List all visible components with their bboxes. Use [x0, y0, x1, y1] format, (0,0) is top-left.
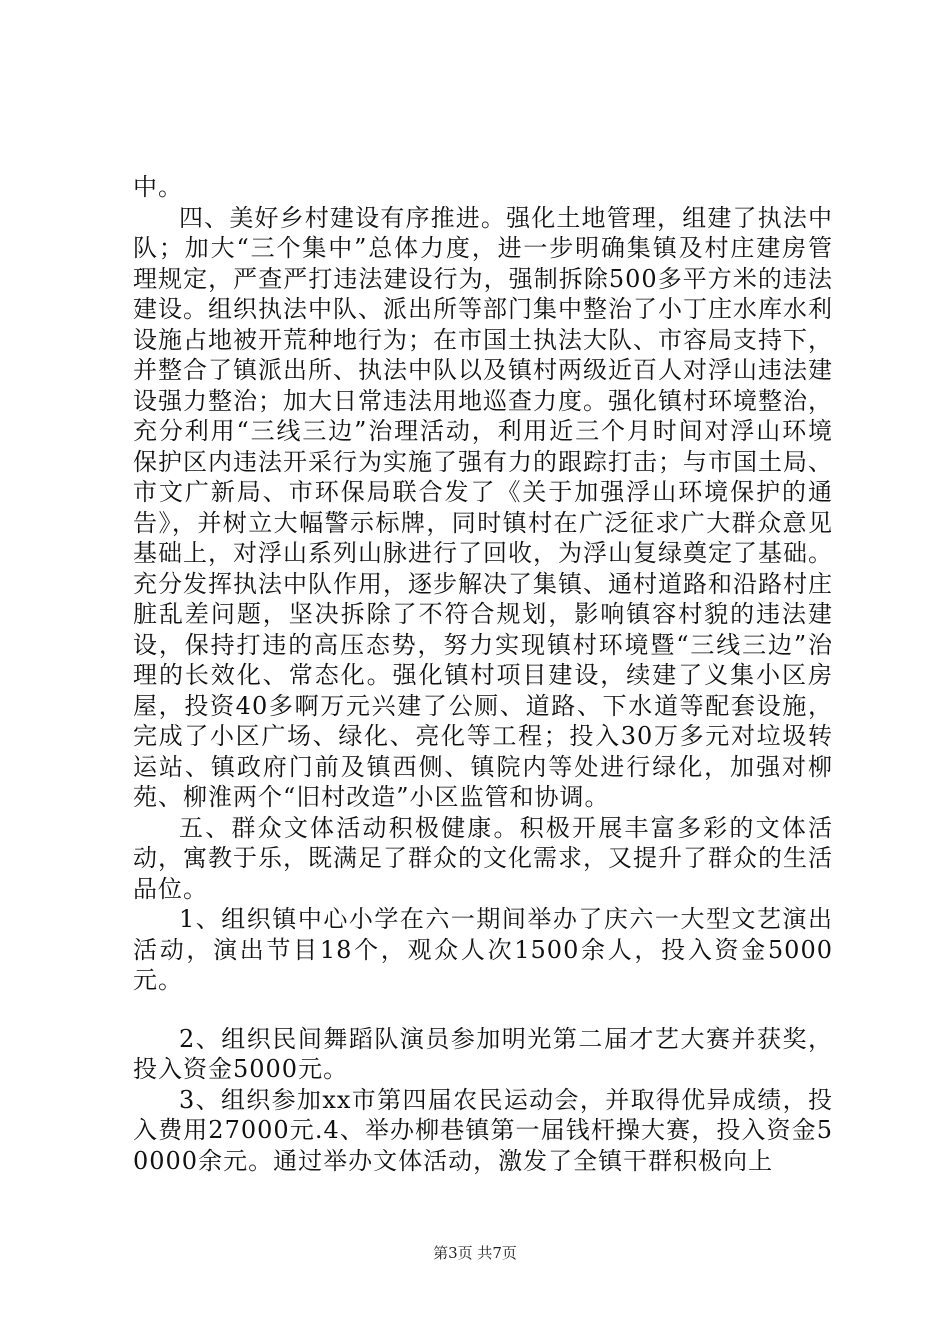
paragraph-section-five: 五、群众文体活动积极健康。积极开展丰富多彩的文体活动，寓教于乐，既满足了群众的文化需求，又提升了群众的生活品位。 [133, 813, 833, 903]
paragraph-section-four: 四、美好乡村建设有序推进。强化土地管理，组建了执法中队；加大“三个集中”总体力度，进一步明确集镇及村庄建房管理规定，严查严打违法建设行为，强制拆除500多平方米的违法建设。组织执法中队、派出所等部门集中整治了小丁庄水库水利设施占地被开荒种地行为；在市国土执法大队、市容局支持下，并整合了镇派出所、执法中队以及镇村两级近百人对浮山违法建设强力整治；加大日常违法用地巡查力度。强化镇村环境整治，充分利用“三线三边”治理活动，利用近三个月时间对浮山环境保护区内违法开采行为实施了强有力的跟踪打击；与市国土局、市文广新局、市环保局联合发了《关于加强浮山环境保护的通告》，并树立大幅警示标牌，同时镇村在广泛征求广大群众意见基础上，对浮山系列山脉进行了回收，为浮山复绿奠定了基础。充分发挥执法中队作用，逐步解决了集镇、通村道路和沿路村庄脏乱差问题，坚决拆除了不符合规划，影响镇容村貌的违法建设，保持打违的高压态势，努力实现镇村环境暨“三线三边”治理的长效化、常态化。强化镇村项目建设，续建了义集小区房屋，投资40多啊万元兴建了公厕、道路、下水道等配套设施，完成了小区广场、绿化、亮化等工程；投入30万多元对垃圾转运站、镇政府门前及镇西侧、镇院内等处进行绿化，加强对柳苑、柳淮两个“旧村改造”小区监管和协调。 [133, 203, 833, 811]
page-footer: 第3页 共7页 [433, 1244, 517, 1262]
paragraph-item-3: 3、组织参加xx市第四届农民运动会，并取得优异成绩，投入费用27000元.4、举办柳巷镇第一届钱杆操大赛，投入资金50000余元。通过举办文体活动，激发了全镇干群积极向上 [133, 1085, 833, 1175]
paragraph-item-1: 1、组织镇中心小学在六一期间举办了庆六一大型文艺演出活动，演出节目18个，观众人次1500余人，投入资金5000元。 [133, 905, 833, 994]
document-body [133, 172, 833, 1176]
paragraph-item-2: 2、组织民间舞蹈队演员参加明光第二届才艺大赛并获奖，投入资金5000元。 [133, 1024, 833, 1083]
paragraph-continuation: 中。 [133, 173, 183, 201]
